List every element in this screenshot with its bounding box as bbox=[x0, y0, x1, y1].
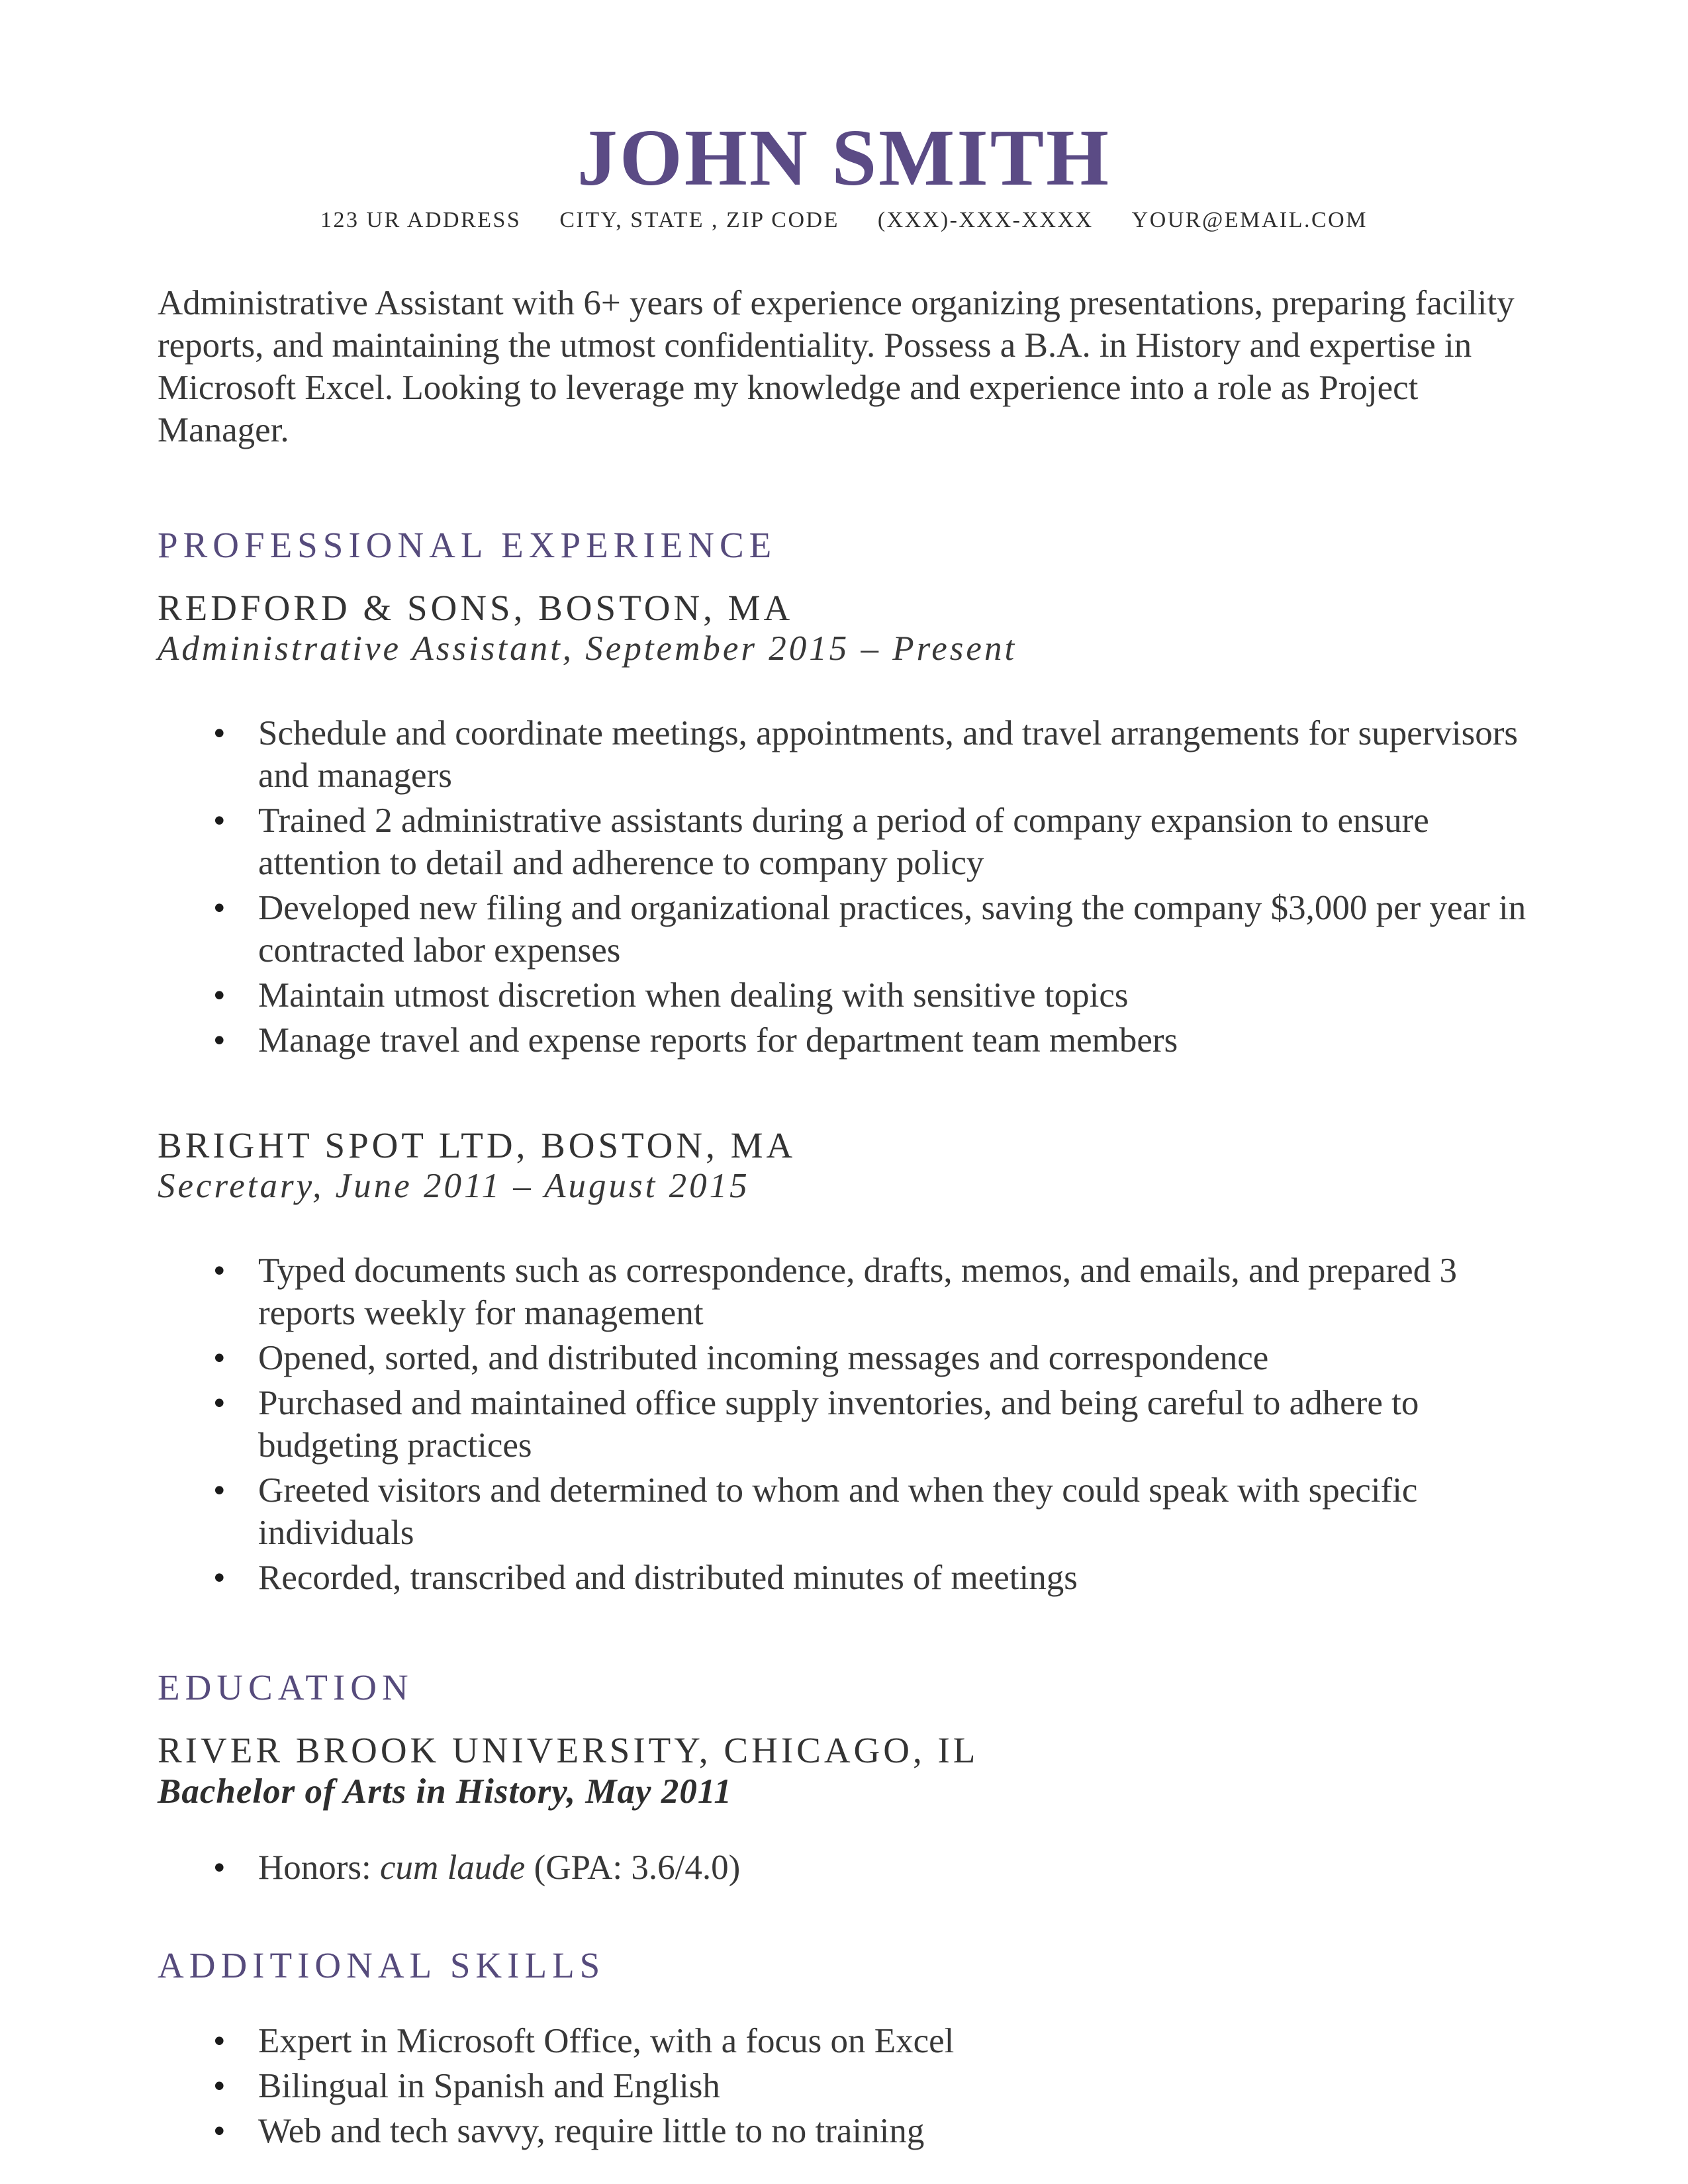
job-bullet: • Greeted visitors and determined to whom and when they could speak with specific individuals bbox=[158, 1469, 1530, 1554]
contact-email: YOUR@EMAIL.COM bbox=[1131, 208, 1368, 232]
job-bullet: • Trained 2 administrative assistants during a period of company expansion to ensure attention to detail and adherence to company policy bbox=[158, 799, 1530, 884]
job-bullet: • Schedule and coordinate meetings, appointments, and travel arrangements for supervisors and managers bbox=[158, 712, 1530, 797]
skill-bullet: • Expert in Microsoft Office, with a focus on Excel bbox=[158, 2020, 1530, 2062]
spacer bbox=[158, 1064, 1530, 1125]
contact-phone: (XXX)-XXX-XXXX bbox=[877, 208, 1094, 232]
job-title-dates: Secretary, June 2011 – August 2015 bbox=[158, 1167, 750, 1205]
job-company: BRIGHT SPOT LTD, BOSTON, MA bbox=[158, 1125, 796, 1165]
job-redford-sons bbox=[158, 588, 1530, 1062]
education-honors bbox=[158, 1846, 1530, 1889]
contact-city-state-zip: CITY, STATE , ZIP CODE bbox=[559, 208, 839, 232]
job-bright-spot bbox=[158, 1125, 1530, 1599]
skill-bullet: • Bilingual in Spanish and English bbox=[158, 2065, 1530, 2107]
education-school: RIVER BROOK UNIVERSITY, CHICAGO, IL bbox=[158, 1730, 979, 1770]
candidate-name: JOHN SMITH bbox=[577, 113, 1111, 203]
job-bullet: • Maintain utmost discretion when dealing with sensitive topics bbox=[158, 974, 1530, 1017]
job-bullet: • Opened, sorted, and distributed incoming messages and correspondence bbox=[158, 1337, 1530, 1379]
section-heading-skills: ADDITIONAL SKILLS bbox=[158, 1945, 606, 1985]
skills-bullet-list bbox=[158, 2020, 1530, 2152]
section-heading-experience: PROFESSIONAL EXPERIENCE bbox=[158, 525, 777, 565]
job-bullet-list bbox=[158, 1250, 1530, 1599]
summary-paragraph: Administrative Assistant with 6+ years of experience organizing presentations, preparing facility reports, and maintaining the utmost confidentiality. Possess a B.A. in History and expertise in Microsoft Excel. Looking to leverage my knowledge and experience into a role as Project Manager. bbox=[158, 284, 1515, 449]
job-title-dates: Administrative Assistant, September 2015 – Present bbox=[158, 629, 1017, 668]
job-bullet: • Typed documents such as correspondence, drafts, memos, and emails, and prepared 3 reports weekly for management bbox=[158, 1250, 1530, 1334]
job-bullet: • Manage travel and expense reports for department team members bbox=[158, 1019, 1530, 1062]
education-degree: Bachelor of Arts in History, May 2011 bbox=[158, 1772, 732, 1811]
education-bullet-list bbox=[158, 1846, 1530, 1889]
honors-prefix: Honors: bbox=[258, 1848, 381, 1887]
contact-row bbox=[158, 208, 1530, 233]
contact-address: 123 UR ADDRESS bbox=[320, 208, 522, 232]
job-bullet: • Recorded, transcribed and distributed minutes of meetings bbox=[158, 1557, 1530, 1599]
section-heading-education: EDUCATION bbox=[158, 1667, 414, 1707]
honors-gpa: (GPA: 3.6/4.0) bbox=[525, 1848, 741, 1887]
skill-bullet: • Web and tech savvy, require little to no training bbox=[158, 2110, 1530, 2152]
job-bullet-list bbox=[158, 712, 1530, 1062]
job-bullet: • Developed new filing and organizational practices, saving the company $3,000 per year in contracted labor expenses bbox=[158, 887, 1530, 972]
job-bullet: • Purchased and maintained office supply inventories, and being careful to adhere to budgeting practices bbox=[158, 1382, 1530, 1467]
job-company: REDFORD & SONS, BOSTON, MA bbox=[158, 588, 794, 628]
honors-latin: cum laude bbox=[380, 1848, 526, 1887]
